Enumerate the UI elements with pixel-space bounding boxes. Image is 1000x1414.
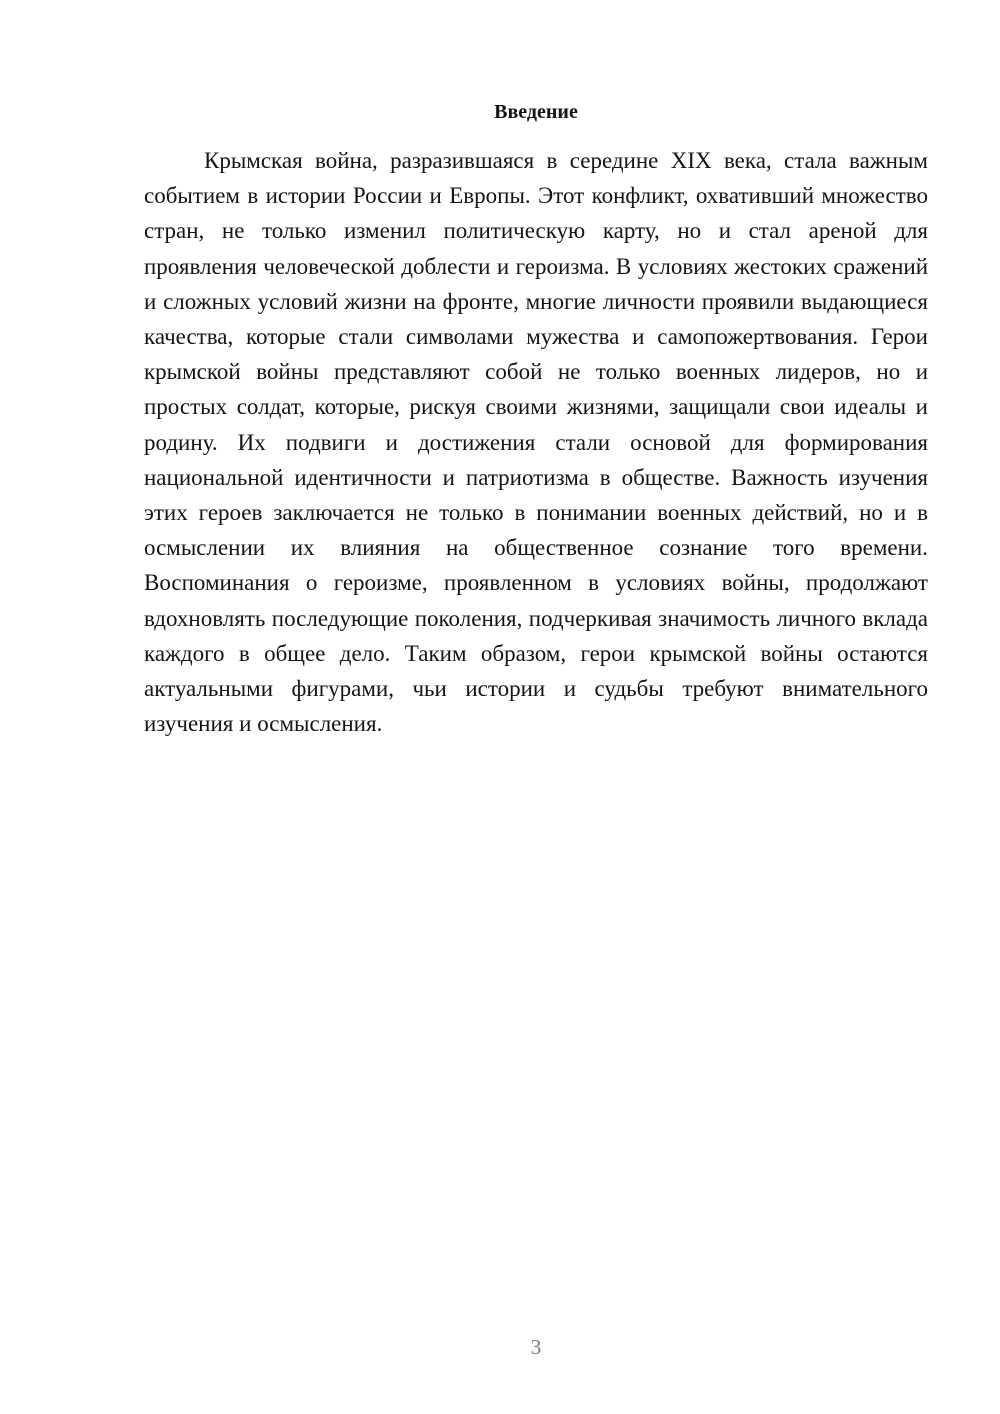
section-heading: Введение xyxy=(494,101,578,123)
page-number: 3 xyxy=(530,1335,542,1359)
body-paragraph: Крымская война, разразившаяся в середине XIX века, стала важным событием в истории России и Европы. Этот конфликт, охвативший множество стран, не только изменил политическую карту, но и стал ареной для проявления человеческой доблести и героизма. В условиях жестоких сражений и сложных условий жизни на фронте, многие личности проявили выдающиеся качества, которые стали символами мужества и самопожертвования. Герои крымской войны представляют собой не только военных лидеров, но и простых солдат, которые, рискуя своими жизнями, защищали свои идеалы и родину. Их подвиги и достижения стали основой для формирования национальной идентичности и патриотизма в обществе. Важность изучения этих героев заключается не только в понимании военных действий, но и в осмыслении их влияния на общественное сознание того времени. Воспоминания о героизме, проявленном в условиях войны, продолжают вдохновлять последующие поколения, подчеркивая значимость личного вклада каждого в общее дело. Таким образом, герои крымской войны остаются актуальными фигурами, чьи истории и судьбы требуют внимательного изучения и осмысления. xyxy=(144,148,928,737)
